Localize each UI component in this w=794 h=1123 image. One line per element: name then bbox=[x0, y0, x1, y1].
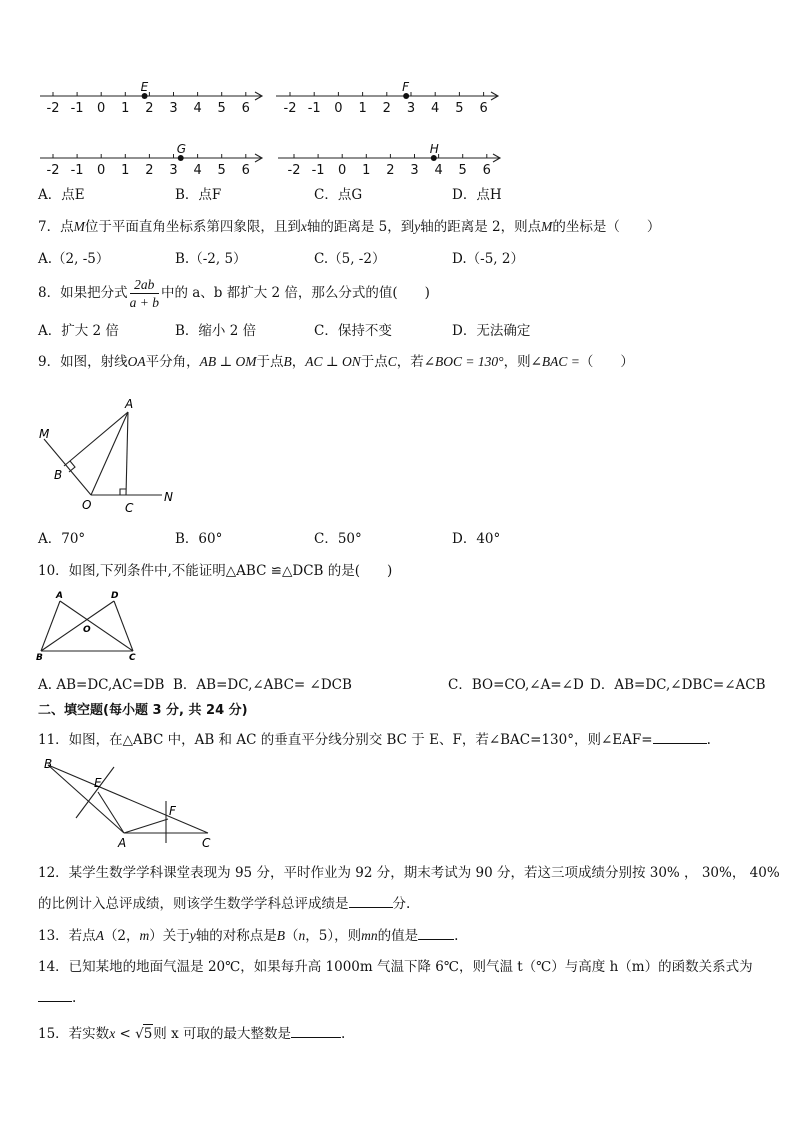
tick-label: 2 bbox=[386, 163, 395, 178]
tick-label: 5 bbox=[455, 101, 464, 116]
q10-label-d: D bbox=[111, 591, 119, 601]
tick-label: 5 bbox=[458, 163, 467, 178]
tick-label: 3 bbox=[169, 163, 178, 178]
q10-label-o: O bbox=[83, 625, 91, 635]
point-label: F bbox=[402, 80, 410, 94]
fraction: $\frac{2ab}{a + b}$ bbox=[129, 277, 159, 310]
question-11: 11．如图，在△ABC 中，AB 和 AC 的垂直平分线分别交 BC 于 E、F，若∠BAC=130°，则∠EAF= . bbox=[38, 732, 711, 748]
q9-option-c[interactable]: C．50° bbox=[314, 531, 362, 547]
question-12-line-2: 的比例计入总评成绩，则该学生数学学科总评成绩是 分. bbox=[38, 896, 411, 912]
tick-label: 5 bbox=[217, 163, 226, 178]
tick-label: 1 bbox=[358, 101, 367, 116]
tick-label: 4 bbox=[431, 101, 440, 116]
q14-answer-blank[interactable] bbox=[38, 988, 72, 1002]
q9-label-b: B bbox=[54, 468, 63, 482]
tick-label: -2 bbox=[46, 101, 60, 116]
q8-option-a[interactable]: A．扩大 2 倍 bbox=[38, 323, 119, 339]
question-8: 8．如果把分式 $\frac{2ab}{a + b}$ 中的 a、b 都扩大 2 倍，那么分式的值( ) bbox=[38, 277, 430, 310]
tick-label: 0 bbox=[338, 163, 347, 178]
tick-label: -2 bbox=[283, 101, 297, 116]
q9-option-a[interactable]: A．70° bbox=[38, 531, 86, 547]
q11-label-b: B bbox=[44, 757, 53, 771]
q11-answer-blank[interactable] bbox=[653, 730, 707, 744]
tick-label: 2 bbox=[145, 163, 154, 178]
tick-label: 6 bbox=[241, 163, 250, 178]
q8-option-c[interactable]: C．保持不变 bbox=[314, 323, 392, 339]
number-lines-figure bbox=[0, 70, 794, 180]
q10-option-a[interactable]: A. AB=DC,AC=DB bbox=[38, 677, 165, 693]
q11-label-c: C bbox=[202, 836, 211, 850]
q15-answer-blank[interactable] bbox=[291, 1024, 341, 1038]
q9-label-n: N bbox=[164, 490, 173, 504]
q9-label-o: O bbox=[82, 498, 92, 512]
q13-answer-blank[interactable] bbox=[418, 926, 454, 940]
tick-label: 4 bbox=[434, 163, 443, 178]
section-heading-fill-in: 二、填空题(每小题 3 分, 共 24 分) bbox=[38, 703, 248, 718]
tick-label: 2 bbox=[382, 101, 391, 116]
q10-option-c[interactable]: C．BO=CO,∠A=∠D bbox=[448, 677, 584, 693]
tick-label: 4 bbox=[193, 101, 202, 116]
q7-option-c[interactable]: C.（5, -2） bbox=[314, 251, 386, 267]
tick-label: 3 bbox=[406, 101, 416, 116]
number-line-g bbox=[40, 142, 262, 178]
q9-option-d[interactable]: D．40° bbox=[452, 531, 501, 547]
q8-option-d[interactable]: D．无法确定 bbox=[452, 323, 531, 339]
q10-label-b: B bbox=[36, 653, 43, 663]
tick-label: -1 bbox=[70, 101, 84, 116]
number-line-f bbox=[276, 80, 498, 116]
tick-label: 3 bbox=[410, 163, 419, 178]
q11-figure bbox=[36, 755, 226, 850]
q9-label-m: M bbox=[39, 427, 50, 441]
q11-label-f: F bbox=[169, 804, 176, 818]
sqrt-symbol: √ bbox=[135, 1026, 144, 1042]
q7-option-a[interactable]: A.（2, -5） bbox=[38, 251, 110, 267]
tick-label: -1 bbox=[70, 163, 84, 178]
q6-option-c[interactable]: C．点G bbox=[314, 187, 363, 203]
number-line-e bbox=[40, 80, 262, 116]
q10-label-a: A bbox=[56, 591, 63, 601]
tick-label: -2 bbox=[46, 163, 60, 178]
point-label: H bbox=[429, 142, 439, 156]
question-14-line-1: 14．已知某地的地面气温是 20℃，如果每升高 1000m 气温下降 6℃，则气温 t（℃）与高度 h（m）的函数关系式为 bbox=[38, 959, 753, 975]
q6-option-a[interactable]: A．点E bbox=[38, 187, 85, 203]
q11-label-e: E bbox=[94, 776, 102, 790]
tick-label: 6 bbox=[241, 101, 250, 116]
tick-label: 6 bbox=[479, 101, 488, 116]
tick-label: 0 bbox=[97, 101, 106, 116]
q9-option-b[interactable]: B．60° bbox=[175, 531, 223, 547]
q12-answer-blank[interactable] bbox=[349, 894, 393, 908]
q9-label-c: C bbox=[125, 501, 134, 515]
q7-option-b[interactable]: B.（-2, 5） bbox=[175, 251, 247, 267]
point-label: E bbox=[140, 80, 149, 94]
q9-label-a: A bbox=[125, 397, 134, 411]
tick-label: 1 bbox=[362, 163, 371, 178]
question-10: 10．如图,下列条件中,不能证明△ABC ≌△DCB 的是( ) bbox=[38, 563, 393, 579]
tick-label: 0 bbox=[334, 101, 343, 116]
q10-option-d[interactable]: D．AB=DC,∠DBC=∠ACB bbox=[590, 677, 766, 693]
question-15: 15．若实数x < √5则 x 可取的最大整数是 . bbox=[38, 1026, 346, 1042]
tick-label: 1 bbox=[121, 101, 130, 116]
tick-label: 6 bbox=[482, 163, 491, 178]
q7-option-d[interactable]: D.（-5, 2） bbox=[452, 251, 524, 267]
q10-label-c: C bbox=[129, 653, 136, 663]
tick-label: -1 bbox=[307, 101, 321, 116]
q6-option-d[interactable]: D．点H bbox=[452, 187, 502, 203]
tick-label: 1 bbox=[121, 163, 130, 178]
question-13: 13．若点A（2，m）关于y轴的对称点是B（n，5），则mn的值是 . bbox=[38, 928, 459, 944]
q10-figure bbox=[32, 588, 152, 664]
q11-label-a: A bbox=[118, 836, 127, 850]
question-7: 7．点M位于平面直角坐标系第四象限，且到x轴的距离是 5，到y轴的距离是 2，则点M的坐标是（ ） bbox=[38, 219, 661, 235]
tick-label: 2 bbox=[145, 101, 154, 116]
q8-option-b[interactable]: B．缩小 2 倍 bbox=[175, 323, 257, 339]
tick-label: 5 bbox=[217, 101, 226, 116]
number-line-h bbox=[278, 142, 500, 178]
point-label: G bbox=[176, 142, 187, 156]
tick-label: 3 bbox=[169, 101, 178, 116]
q10-option-b[interactable]: B．AB=DC,∠ABC= ∠DCB bbox=[173, 677, 352, 693]
question-9: 9．如图，射线OA平分角，AB ⊥ OM于点B，AC ⊥ ON于点C，若∠BOC = 130°，则∠BAC =（ ） bbox=[38, 354, 634, 370]
tick-label: 4 bbox=[193, 163, 202, 178]
q9-figure bbox=[30, 395, 190, 520]
question-14-line-2: . bbox=[38, 988, 76, 1007]
tick-label: -1 bbox=[311, 163, 325, 178]
q6-option-b[interactable]: B．点F bbox=[175, 187, 222, 203]
tick-label: 0 bbox=[97, 163, 106, 178]
tick-label: -2 bbox=[287, 163, 301, 178]
question-12-line-1: 12．某学生数学学科课堂表现为 95 分，平时作业为 92 分，期末考试为 90 分，若这三项成绩分别按 30% ， 30%， 40% bbox=[38, 865, 780, 881]
